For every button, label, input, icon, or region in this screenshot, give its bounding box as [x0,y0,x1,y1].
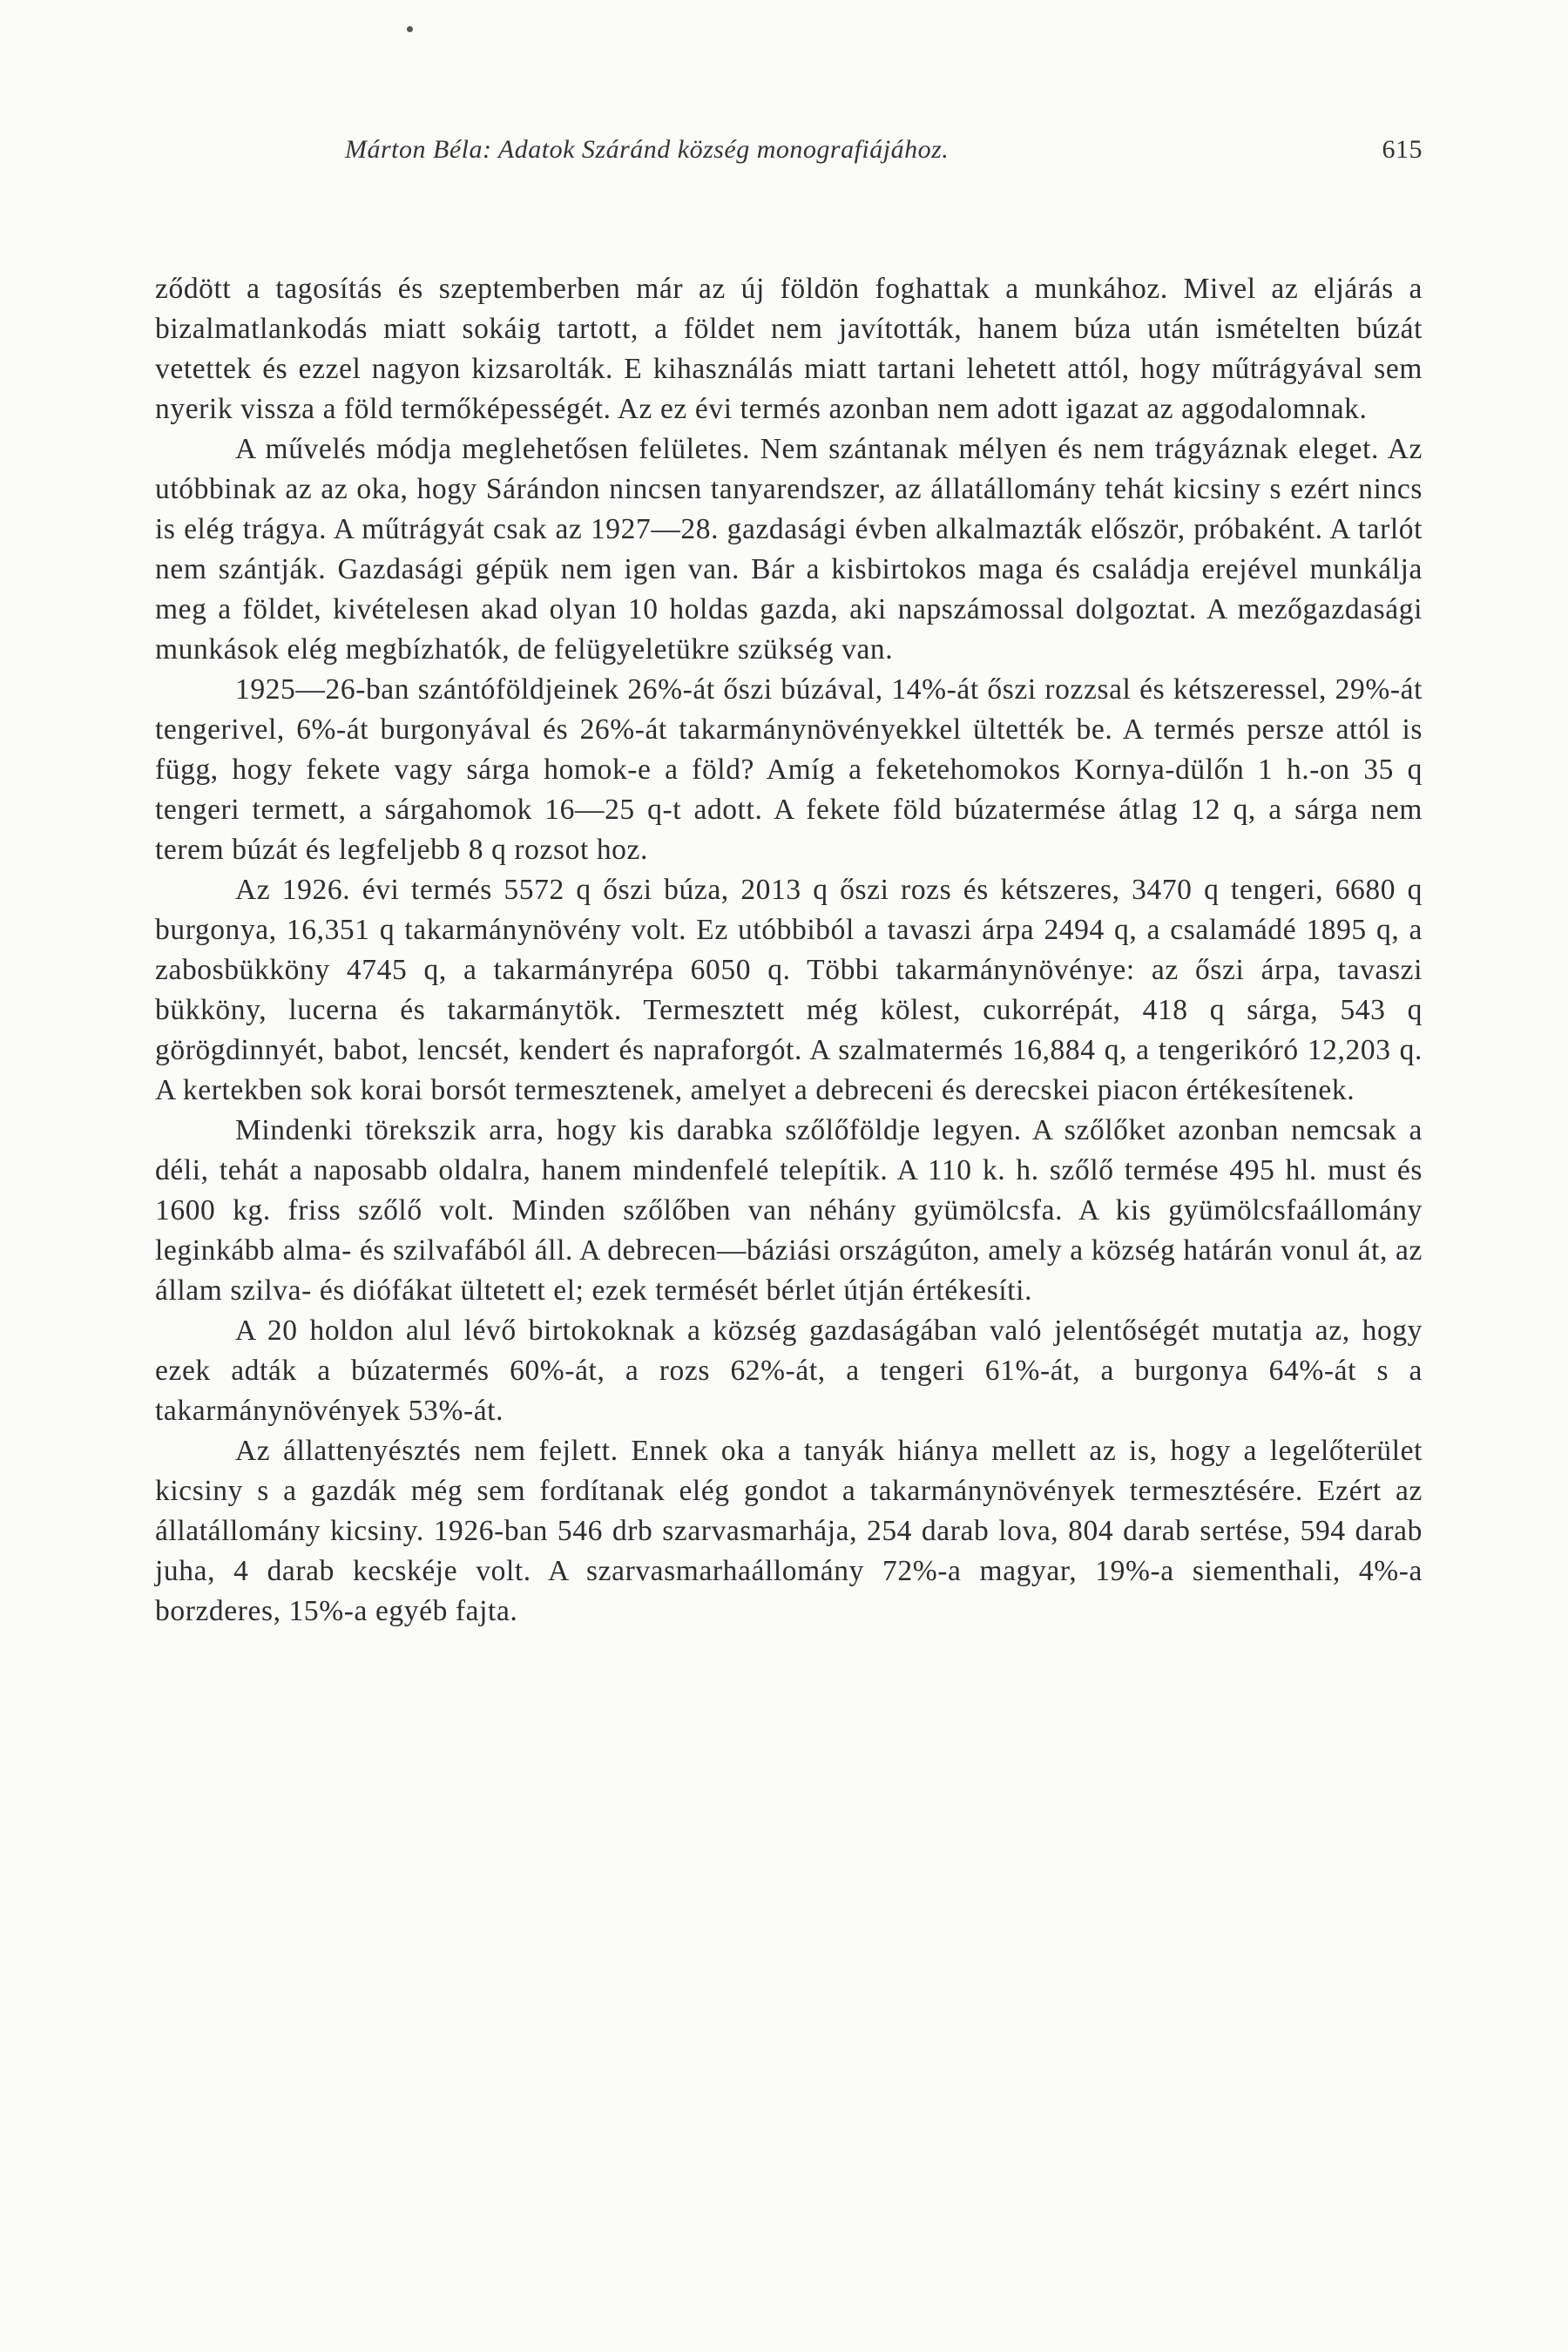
paragraph: A művelés módja meglehetősen felületes. Nem szántanak mélyen és nem trágyáznak eleget. Az utóbbinak az az oka, hogy Sárándon nincsen tanyarendszer, az állatállomány tehát kicsiny s ezért nincs is elég trágya. A műtrágyát csak az 1927—28. gazdasági évben alkalmazták először, próbaként. A tarlót nem szántják. Gazdasági gépük nem igen van. Bár a kisbirtokos maga és családja erejével munkálja meg a földet, kivételesen akad olyan 10 holdas gazda, aki napszámossal dolgoztat. A mezőgazdasági munkások elég megbízhatók, de felügyeletükre szükség van. [155,433,1423,666]
body-text [155,269,1423,1632]
paragraph: Az állattenyésztés nem fejlett. Ennek oka a tanyák hiánya mellett az is, hogy a legelőterület kicsiny s a gazdák még sem fordítanak elég gondot a takarmánynövények termesztésére. Ezért az állatállomány kicsiny. 1926-ban 546 drb szarvasmarhája, 254 darab lova, 804 darab sertése, 594 darab juha, 4 darab kecskéje volt. A szarvasmarhaállomány 72%-a magyar, 19%-a siementhali, 4%-a borzderes, 15%-a egyéb fajta. [155,1435,1423,1627]
printer-dot-mark [407,26,413,32]
running-head-title: Márton Béla: Adatok Száránd község monografiájához. [345,135,950,164]
paragraph: Az 1926. évi termés 5572 q őszi búza, 2013 q őszi rozs és kétszeres, 3470 q tengeri, 6680 q burgonya, 16,351 q takarmánynövény volt. Ez utóbbiból a tavaszi árpa 2494 q, a csalamádé 1895 q, a zabosbükköny 4745 q, a takarmányrépa 6050 q. Többi takarmánynövénye: az őszi árpa, tavaszi bükköny, lucerna és takarmánytök. Termesztett még kölest, cukorrépát, 418 q sárga, 543 q görögdinnyét, babot, lencsét, kendert és napraforgót. A szalmatermés 16,884 q, a tengerikóró 12,203 q. A kertekben sok korai borsót termesztenek, amelyet a debreceni és derecskei piacon értékesítenek. [155,874,1423,1106]
page [155,135,1423,1632]
paragraph: Mindenki törekszik arra, hogy kis darabka szőlőföldje legyen. A szőlőket azonban nemcsak a déli, tehát a naposabb oldalra, hanem mindenfelé telepítik. A 110 k. h. szőlő termése 495 hl. must és 1600 kg. friss szőlő volt. Minden szőlőben van néhány gyümölcsfa. A kis gyümölcsfaállomány leginkább alma- és szilvafából áll. A debrecen—báziási országúton, amely a község határán vonul át, az állam szilva- és diófákat ültetett el; ezek termését bérlet útján értékesíti. [155,1114,1423,1307]
running-head [155,135,1423,179]
page-number: 615 [1382,135,1423,164]
paragraph: A 20 holdon alul lévő birtokoknak a község gazdaságában való jelentőségét mutatja az, hogy ezek adták a búzatermés 60%-át, a rozs 62%-át, a tengeri 61%-át, a burgonya 64%-át s a takarmánynövények 53%-át. [155,1315,1423,1427]
paragraph-continuation: ződött a tagosítás és szeptemberben már az új földön foghattak a munkához. Mivel az eljárás a bizalmatlankodás miatt sokáig tartott, a földet nem javították, hanem búza után ismételten búzát vetettek és ezzel nagyon kizsarolták. E kihasználás miatt tartani lehetett attól, hogy műtrágyával sem nyerik vissza a föld termőképességét. Az ez évi termés azonban nem adott igazat az aggodalomnak. [155,273,1423,425]
paragraph: 1925—26-ban szántóföldjeinek 26%-át őszi búzával, 14%-át őszi rozzsal és kétszeressel, 29%-át tengerivel, 6%-át burgonyával és 26%-át takarmánynövényekkel ültették be. A termés persze attól is függ, hogy fekete vagy sárga homok-e a föld? Amíg a feketehomokos Kornya-dülőn 1 h.-on 35 q tengeri termett, a sárgahomok 16—25 q-t adott. A fekete föld búzatermése átlag 12 q, a sárga nem terem búzát és legfeljebb 8 q rozsot hoz. [155,673,1423,866]
